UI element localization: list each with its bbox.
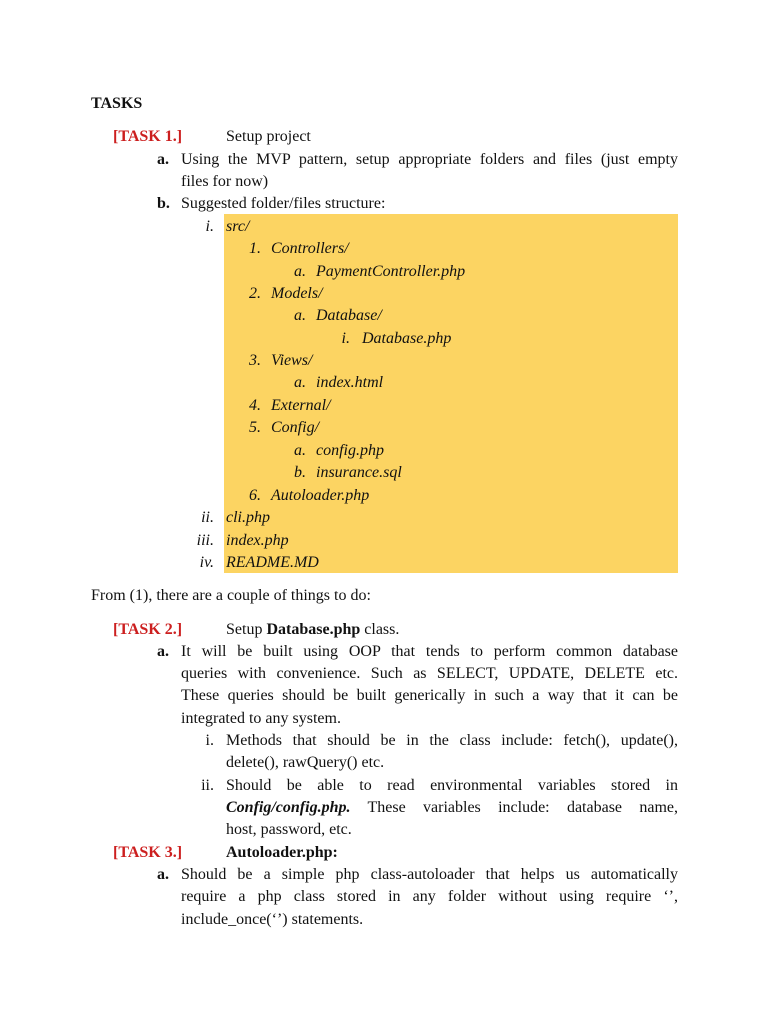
tree-3a-marker: a. <box>294 374 306 391</box>
task2-tag: [TASK 2.] <box>113 621 183 638</box>
tree-iii-marker: iii. <box>196 532 214 549</box>
task3-a-marker: a. <box>157 866 169 883</box>
tree-6-marker: 6. <box>249 487 261 504</box>
task2-a-marker: a. <box>157 643 169 660</box>
task2-title <box>226 619 399 641</box>
tree-payment-controller: PaymentController.php <box>316 263 466 280</box>
tree-config-php: config.php <box>316 442 384 459</box>
tree-autoloader: Autoloader.php <box>271 487 370 504</box>
task2-i-line2: delete(), rawQuery() etc. <box>226 754 385 771</box>
page-heading: TASKS <box>91 95 143 112</box>
tree-5a-marker: a. <box>294 442 306 459</box>
tree-insurance-sql: insurance.sql <box>316 464 402 481</box>
tree-index-php: index.php <box>226 532 289 549</box>
tree-index-html: index.html <box>316 374 384 391</box>
tree-iv-marker: iv. <box>199 554 214 571</box>
tree-1-marker: 1. <box>249 240 261 257</box>
task1-b-text: Suggested folder/files structure: <box>181 195 386 212</box>
task1-a-line1: Using the MVP pattern, setup appropriate folders and files (just empty <box>181 151 678 168</box>
tree-2-marker: 2. <box>249 285 261 302</box>
tree-5-marker: 5. <box>249 419 261 436</box>
task3-a-line3: include_once(‘’) statements. <box>181 911 364 928</box>
task2-ii-line1: Should be able to read environmental variables stored in <box>226 777 678 794</box>
task2-a-line2: queries with convenience. Such as SELECT, UPDATE, DELETE etc. <box>181 665 678 682</box>
task2-a-line4: integrated to any system. <box>181 710 341 727</box>
task1-tag: [TASK 1.] <box>113 128 183 145</box>
tree-3-marker: 3. <box>249 352 261 369</box>
tree-external: External/ <box>271 397 331 414</box>
task3-title: Autoloader.php: <box>226 844 338 861</box>
task2-ii-marker: ii. <box>201 777 214 794</box>
tree-i-marker: i. <box>205 218 214 235</box>
tree-5b-marker: b. <box>294 464 306 481</box>
task2-ii-line2 <box>226 797 678 819</box>
tree-cli-php: cli.php <box>226 509 270 526</box>
tree-ii-marker: ii. <box>201 509 214 526</box>
tree-models: Models/ <box>271 285 323 302</box>
tree-config: Config/ <box>271 419 320 436</box>
tree-src: src/ <box>226 218 250 235</box>
task1-b-marker: b. <box>157 195 170 212</box>
task2-title-post: class. <box>360 621 400 638</box>
from-1-paragraph: From (1), there are a couple of things to do: <box>91 587 371 604</box>
task2-i-marker: i. <box>205 732 214 749</box>
task1-a-line2: files for now) <box>181 173 269 190</box>
task3-a-line2: require a php class stored in any folder without using require ‘’, <box>181 888 678 905</box>
tree-controllers: Controllers/ <box>271 240 349 257</box>
task2-a-line3: These queries should be built generically in such a way that it can be <box>181 687 678 704</box>
tree-2a-marker: a. <box>294 307 306 324</box>
tree-1a-marker: a. <box>294 263 306 280</box>
task2-title-file: Database.php <box>266 621 361 638</box>
tree-4-marker: 4. <box>249 397 261 414</box>
task2-title-pre: Setup <box>226 621 267 638</box>
task1-a-marker: a. <box>157 151 169 168</box>
tree-database-php: Database.php <box>362 330 452 347</box>
task2-ii-line3: host, password, etc. <box>226 821 352 838</box>
tree-database-folder: Database/ <box>316 307 382 324</box>
task1-title: Setup project <box>226 128 311 145</box>
task2-i-line1: Methods that should be in the class include: fetch(), update(), <box>226 732 678 749</box>
task3-tag: [TASK 3.] <box>113 844 183 861</box>
config-path: Config/config.php. <box>226 799 351 816</box>
task3-a-line1: Should be a simple php class-autoloader that helps us automatically <box>181 866 678 883</box>
task2-a-line1: It will be built using OOP that tends to perform common database <box>181 643 678 660</box>
tree-2ai-marker: i. <box>341 330 350 347</box>
tree-readme: README.MD <box>226 554 319 571</box>
task2-ii-line2-rest: These variables include: database name, <box>350 799 678 816</box>
tree-views: Views/ <box>271 352 313 369</box>
